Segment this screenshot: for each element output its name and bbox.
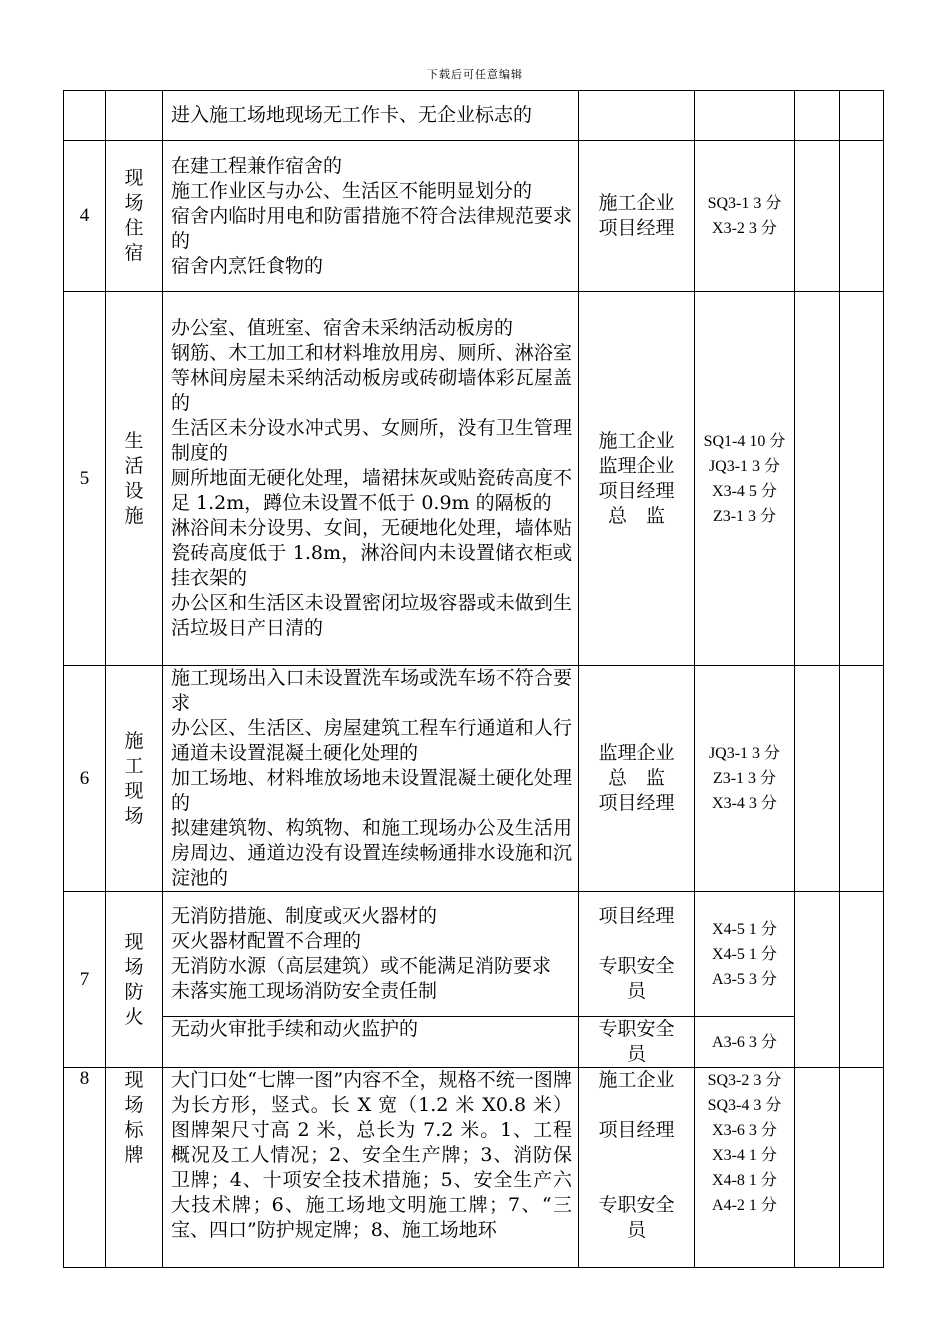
description-line: 灭火器材配置不合理的 <box>171 930 362 952</box>
row-item <box>106 91 163 141</box>
header-note: 下载后可任意编辑 <box>427 68 523 81</box>
row-responsible: 施工企业 项目经理 <box>579 141 695 292</box>
description-line: 施工作业区与办公、生活区不能明显划分的 <box>171 179 533 202</box>
row-number: 8 <box>64 1068 106 1268</box>
description-line: 无消防措施、制度或灭火器材的 <box>171 905 438 927</box>
row-description <box>163 1068 579 1268</box>
row-item: 施工现场 <box>106 666 163 892</box>
table-row <box>64 892 884 1017</box>
row-extra-1 <box>795 141 840 292</box>
description-line: 钢筋、木工加工和材料堆放用房、厕所、淋浴室等林间房屋未采纳活动板房或砖砌墙体彩瓦屋盖的 <box>171 342 572 414</box>
row-score <box>695 91 795 141</box>
description-line: 施工现场出入口未设置洗车场或洗车场不符合要求 <box>171 667 572 714</box>
row-item: 现场防火 <box>106 892 163 1068</box>
table-row <box>64 91 884 141</box>
row-score: SQ3-2 3 分 SQ3-4 3 分 X3-6 3 分 X3-4 1 分 X4-8 1 分 A4-2 1 分 <box>695 1068 795 1268</box>
row-number: 7 <box>64 892 106 1068</box>
row-item: 现场标牌 <box>106 1068 163 1268</box>
row-responsible: 项目经理 专职安全员 <box>579 892 695 1017</box>
row-number: 4 <box>64 141 106 292</box>
row-extra-1 <box>795 666 840 892</box>
row-score: X4-5 1 分 X4-5 1 分 A3-5 3 分 <box>695 892 795 1017</box>
row-description <box>163 1017 579 1068</box>
description-line: 淋浴间未分设男、女间，无硬地化处理，墙体贴瓷砖高度低于 1.8m，淋浴间内未设置储衣柜或挂衣架的 <box>171 517 572 589</box>
row-score: JQ3-1 3 分 Z3-1 3 分 X3-4 3 分 <box>695 666 795 892</box>
row-extra-2 <box>840 292 884 666</box>
row-score: A3-6 3 分 <box>695 1017 795 1068</box>
row-extra-2 <box>840 91 884 141</box>
row-responsible <box>579 91 695 141</box>
row-description <box>163 892 579 1017</box>
row-responsible: 监理企业 总 监 项目经理 <box>579 666 695 892</box>
description-line: 办公区和生活区未设置密闭垃圾容器或未做到生活垃圾日产日清的 <box>171 592 572 639</box>
description-line: 拟建建筑物、构筑物、和施工现场办公及生活用房周边、通道边没有设置连续畅通排水设施和沉淀池的 <box>171 817 572 889</box>
row-description <box>163 91 579 141</box>
row-responsible: 施工企业 监理企业 项目经理 总 监 <box>579 292 695 666</box>
table-row <box>64 1017 884 1068</box>
row-extra-2 <box>840 141 884 292</box>
description-line: 办公室、值班室、宿舍未采纳活动板房的 <box>171 317 514 339</box>
row-extra-1 <box>795 91 840 141</box>
row-number: 5 <box>64 292 106 666</box>
description-line: 生活区未分设水冲式男、女厕所，没有卫生管理制度的 <box>171 417 572 464</box>
row-extra-2 <box>840 1068 884 1268</box>
row-extra-1 <box>795 1068 840 1268</box>
description-line: 厕所地面无硬化处理，墙裙抹灰或贴瓷砖高度不足 1.2m，蹲位未设置不低于 0.9m 的隔板的 <box>171 467 572 514</box>
row-extra-1 <box>795 892 840 1068</box>
row-responsible: 施工企业 项目经理 专职安全员 <box>579 1068 695 1268</box>
row-extra-1 <box>795 292 840 666</box>
description-line: 加工场地、材料堆放场地未设置混凝土硬化处理的 <box>171 767 572 814</box>
row-description <box>163 666 579 892</box>
description-line: 进入施工场地现场无工作卡、无企业标志的 <box>171 104 533 126</box>
row-item: 生活设施 <box>106 292 163 666</box>
row-description <box>163 141 579 292</box>
description-line: 无消防水源（高层建筑）或不能满足消防要求 <box>171 955 552 977</box>
row-number: 6 <box>64 666 106 892</box>
description-line: 办公区、生活区、房屋建筑工程车行通道和人行通道未设置混凝土硬化处理的 <box>171 717 572 764</box>
table-row <box>64 666 884 892</box>
description-line: 大门口处“七牌一图”内容不全，规格不统一图牌为长方形，竖式。长 X 宽（1.2 米 X0.8 米）图牌架尺寸高 2 米，总长为 7.2 米。1、工程概况及工人情况；2、安全生产牌；3、消防保卫牌；4、十项安全技术措施；5、安全生产六大技术牌；6、施工场地文明施工牌；7、“三宝、四口”防护规定牌；8、施工场地环 <box>171 1069 572 1241</box>
inspection-table <box>63 90 884 1268</box>
row-number <box>64 91 106 141</box>
description-line: 未落实施工现场消防安全责任制 <box>171 980 438 1002</box>
row-score: SQ1-4 10 分 JQ3-1 3 分 X3-4 5 分 Z3-1 3 分 <box>695 292 795 666</box>
row-extra-2 <box>840 666 884 892</box>
table-row <box>64 141 884 292</box>
row-score: SQ3-1 3 分 X3-2 3 分 <box>695 141 795 292</box>
row-item: 现场住宿 <box>106 141 163 292</box>
description-line: 在建工程兼作宿舍的 <box>171 154 343 177</box>
description-line: 无动火审批手续和动火监护的 <box>171 1018 419 1040</box>
row-responsible: 专职安全员 <box>579 1017 695 1068</box>
row-extra-2 <box>840 892 884 1068</box>
row-description <box>163 292 579 666</box>
table-row <box>64 292 884 666</box>
description-line: 宿舍内烹饪食物的 <box>171 254 324 277</box>
table-row <box>64 1068 884 1268</box>
description-line: 宿舍内临时用电和防雷措施不符合法律规范要求的 <box>171 204 572 252</box>
